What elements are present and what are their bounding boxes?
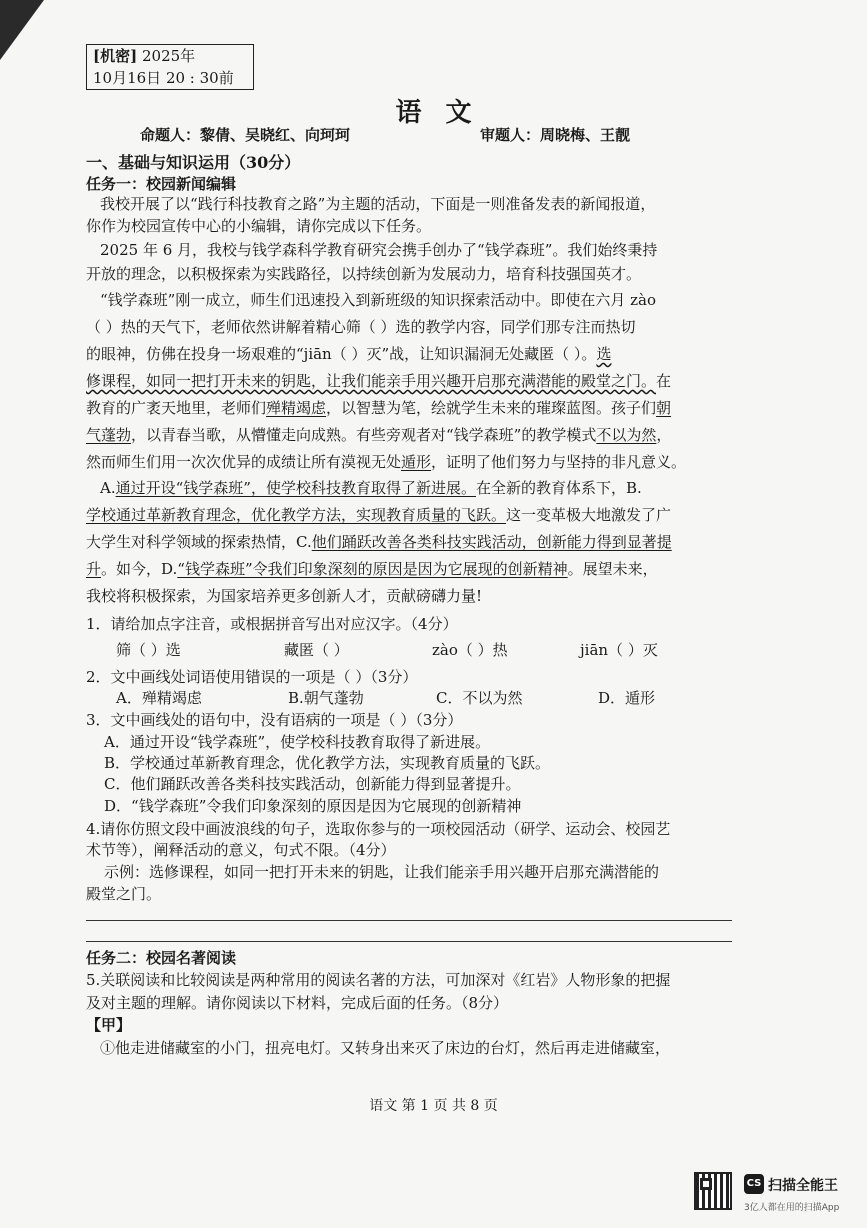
- q3-option-a: A．通过开设“钱学森班”，使学校科技教育取得了新进展。: [104, 733, 491, 751]
- task2-heading: 任务二：校园名著阅读: [86, 949, 237, 967]
- secret-tag: [机密]: [93, 47, 138, 65]
- text-span: 在: [656, 372, 672, 390]
- q4-example-2: 殿堂之门。: [86, 885, 162, 903]
- authors: 命题人：黎倩、吴晓红、向珂珂: [140, 126, 351, 144]
- underlined-word: 殚精竭虑: [266, 399, 327, 417]
- underlined-sentence-d: “钱学森班”令我们印象深刻的原因是因为它展现的创新精神: [177, 560, 568, 578]
- text-span: 这一变革极大地激发了广: [506, 506, 672, 524]
- para2-line-6: [86, 425, 746, 445]
- text-span: 教育的广袤天地里，老师们: [86, 399, 267, 417]
- text-span: ，以智慧为笔，绘就学生未来的璀璨蓝图。孩子们: [326, 399, 657, 417]
- q5-line-2: 及对主题的理解。请你阅读以下材料，完成后面的任务。（8分）: [86, 994, 509, 1012]
- q4-stem-1: 4.请你仿照文段中画波浪线的句子，选取你参与的一项校园活动（研学、运动会、校园艺: [86, 820, 671, 838]
- task1-heading: 任务一：校园新闻编辑: [86, 175, 237, 193]
- text-span: 。展望未来，: [567, 560, 658, 578]
- q2-option: C．不以为然: [436, 689, 523, 707]
- underlined-word: 遁形: [401, 453, 432, 471]
- answer-line-2[interactable]: [86, 941, 732, 942]
- page-footer: 语文 第 1 页 共 8 页: [369, 1098, 498, 1114]
- q1-item: 筛（ ）选: [116, 641, 181, 659]
- para1-line-1: 2025 年 6 月，我校与钱学森科学教育研究会携手创办了“钱学森班”。我们始终秉持: [100, 241, 658, 259]
- exam-year: 2025年: [141, 47, 196, 65]
- text-span: 然而师生们用一次次优异的成绩让所有漠视无处: [86, 453, 402, 471]
- q3-option-c: C．他们踊跃改善各类科技实践活动，创新能力得到显著提升。: [104, 775, 521, 793]
- text-span: 在全新的教育体系下，B.: [475, 479, 642, 497]
- q1-stem: 1．请给加点字注音，或根据拼音写出对应汉字。（4分）: [86, 615, 458, 633]
- underlined-word: 气蓬勃: [86, 426, 132, 444]
- text-span: 大学生对科学领域的探索热情，C.: [86, 533, 312, 551]
- para3-line-5: 我校将积极探索，为国家培养更多创新人才，贡献磅礴力量!: [86, 587, 483, 605]
- text-span: ，以青春当歌，从懵懂走向成熟。有些旁观者对“钱学森班”的教学模式: [131, 426, 597, 444]
- scan-corner-shadow: [0, 0, 44, 60]
- para2-line-4: [86, 371, 746, 391]
- underlined-sentence-a: 通过开设“钱学森班”，使学校科技教育取得了新进展。: [115, 479, 476, 497]
- answer-line-1[interactable]: [86, 920, 732, 921]
- q3-option-d: D．“钱学森班”令我们印象深刻的原因是因为它展现的创新精神: [104, 797, 522, 815]
- qr-code-icon: [694, 1172, 732, 1210]
- para3-line-1: [86, 478, 760, 498]
- intro-line-2: 你作为校园宣传中心的小编辑，请你完成以下任务。: [86, 217, 432, 235]
- wavy-span: 选: [596, 345, 612, 363]
- q1-item: 藏匿（ ）: [284, 641, 349, 659]
- para2-line-5: [86, 398, 746, 418]
- para2-line-7: [86, 452, 746, 472]
- text-span: 的眼神，仿佛在投身一场艰难的“jiān（ ）灭”战，让知识漏洞无处藏匿（ ）。: [86, 345, 597, 363]
- confidential-box: [86, 44, 254, 90]
- underlined-word: 不以为然: [596, 426, 657, 444]
- q4-stem-2: 术节等），阐释活动的意义，句式不限。（4分）: [86, 841, 396, 859]
- para1-line-2: 开放的理念，以积极探索为实践路径，以持续创新为发展动力，培育科技强国英才。: [86, 265, 642, 283]
- text-span: A.: [100, 479, 116, 497]
- underlined-sentence-c-end: 升: [86, 560, 102, 578]
- intro-line-1: 我校开展了以“践行科技教育之路”为主题的活动，下面是一则准备发表的新闻报道，: [100, 195, 656, 213]
- camscanner-brand: 扫描全能王: [768, 1178, 838, 1194]
- reviewers: 审题人：周晓梅、王靓: [480, 126, 631, 144]
- para2-line-2: （ ）热的天气下，老师依然讲解着精心筛（ ）选的教学内容，同学们那专注而热切: [86, 318, 636, 336]
- page-title: 语文: [395, 98, 496, 128]
- q1-items: [116, 640, 716, 660]
- q4-example-1: 示例：选修课程，如同一把打开未来的钥匙，让我们能亲手用兴趣开启那充满潜能的: [104, 863, 660, 881]
- exam-deadline: 10月16日 20 : 30前: [93, 69, 234, 87]
- q2-options: [116, 688, 716, 708]
- material-jia-para-1: ①他走进储藏室的小门，扭亮电灯。又转身出来灭了床边的台灯，然后再走进储藏室，: [100, 1039, 671, 1057]
- underlined-sentence-c: 他们踊跃改善各类科技实践活动，创新能力得到显著提: [311, 533, 672, 551]
- q1-item: zào（ ）热: [432, 641, 508, 659]
- text-span: 。如今，D.: [101, 560, 178, 578]
- para3-line-4: [86, 559, 746, 579]
- q3-option-b: B．学校通过革新教育理念，优化教学方法，实现教育质量的飞跃。: [104, 754, 551, 772]
- q2-option: A．殚精竭虑: [116, 689, 202, 707]
- q2-stem: 2．文中画线处词语使用错误的一项是（ ）（3分）: [86, 668, 418, 686]
- para3-line-2: [86, 505, 746, 525]
- material-jia-label: 【甲】: [86, 1016, 132, 1034]
- para2-line-1: “钱学森班”刚一成立，师生们迅速投入到新班级的知识探索活动中。即使在六月 zào: [100, 291, 656, 309]
- underlined-sentence-b: 学校通过革新教育理念，优化教学方法，实现教育质量的飞跃。: [86, 506, 507, 524]
- q3-stem: 3．文中画线处的语句中，没有语病的一项是（ ）（3分）: [86, 711, 463, 729]
- section-heading: 一、基础与知识运用（30分）: [86, 153, 301, 172]
- camscanner-logo-icon: CS: [744, 1174, 764, 1194]
- camscanner-tagline: 3亿人都在用的扫描App: [744, 1203, 840, 1213]
- para3-line-3: [86, 532, 746, 552]
- q2-option: D．遁形: [598, 689, 656, 707]
- text-span: ，: [656, 426, 672, 444]
- text-span: ，证明了他们努力与坚持的非凡意义。: [431, 453, 687, 471]
- q1-item: jiān（ ）灭: [580, 641, 658, 659]
- wavy-sentence: 修课程，如同一把打开未来的钥匙，让我们能亲手用兴趣开启那充满潜能的殿堂之门。: [86, 372, 657, 390]
- underlined-word: 朝: [656, 399, 672, 417]
- q2-option: B.朝气蓬勃: [288, 689, 364, 707]
- para2-line-3: [86, 344, 746, 364]
- q5-line-1: 5.关联阅读和比较阅读是两种常用的阅读名著的方法，可加深对《红岩》人物形象的把握: [86, 971, 671, 989]
